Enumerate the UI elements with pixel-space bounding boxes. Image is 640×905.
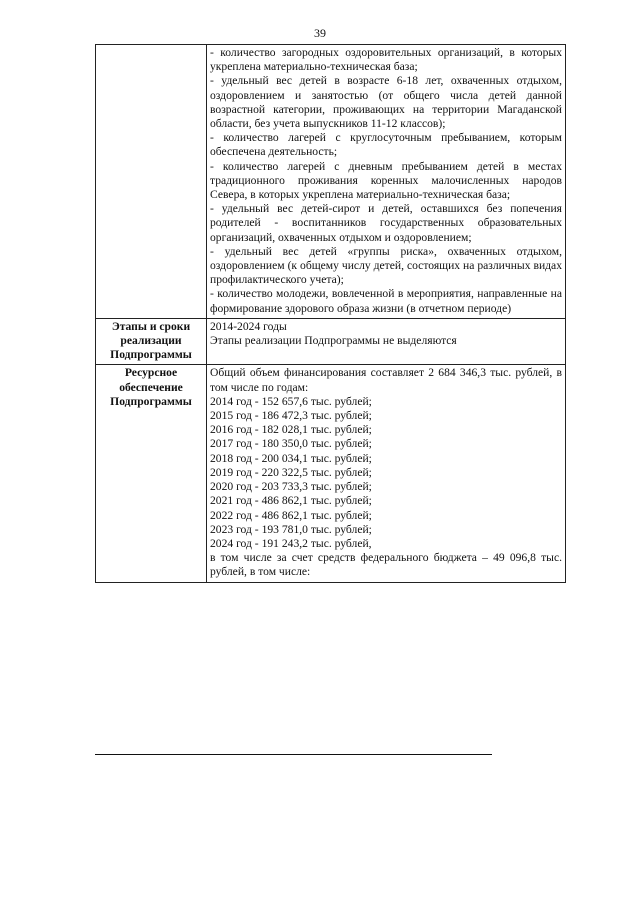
indicators-list [207, 45, 566, 319]
stages-note: Этапы реализации Подпрограммы не выделяются [210, 334, 457, 348]
funding-year: 2015 год - 186 472,3 тыс. рублей; [210, 409, 372, 423]
table-row-indicators [96, 45, 566, 319]
resources-label: Ресурсное обеспечение Подпрограммы [96, 365, 207, 582]
table-row-resources [96, 365, 566, 582]
stages-label: Этапы и сроки реализации Подпрограммы [96, 318, 207, 365]
indicators-label-cell [96, 45, 207, 319]
footnote-separator-line [95, 754, 492, 755]
indicator-item: - количество лагерей с дневным пребыванием детей в местах традиционного проживания коренных малочисленных народов Севера, в которых укреплена материально-техническая база; [210, 159, 562, 202]
page-number: 39 [314, 26, 326, 40]
funding-year: 2014 год - 152 657,6 тыс. рублей; [210, 394, 372, 408]
funding-year: 2016 год - 182 028,1 тыс. рублей; [210, 423, 372, 437]
subprogram-passport-table [95, 44, 566, 583]
funding-year: 2020 год - 203 733,3 тыс. рублей; [210, 480, 372, 494]
indicator-item: - количество молодежи, вовлеченной в мероприятия, направленные на формирование здорового образа жизни (в отчетном периоде) [210, 287, 562, 315]
federal-budget-note: в том числе за счет средств федерального бюджета – 49 096,8 тыс. рублей, в том числе: [210, 551, 562, 579]
funding-year: 2023 год - 193 781,0 тыс. рублей; [210, 522, 372, 536]
funding-year: 2024 год - 191 243,2 тыс. рублей, [210, 536, 372, 550]
resources-intro: Общий объем финансирования составляет 2 684 346,3 тыс. рублей, в том числе по годам: [210, 366, 562, 394]
stages-value [207, 318, 566, 365]
stages-period: 2014-2024 годы [210, 319, 287, 333]
table-row-stages [96, 318, 566, 365]
indicator-item: - количество лагерей с круглосуточным пребыванием, которым обеспечена деятельность; [210, 131, 562, 159]
funding-year: 2018 год - 200 034,1 тыс. рублей; [210, 451, 372, 465]
resources-value [207, 365, 566, 582]
indicator-item: - удельный вес детей-сирот и детей, оставшихся без попечения родителей - воспитанников государственных образовательных организаций, охваченных отдыхом и оздоровлением; [210, 202, 562, 244]
funding-year: 2019 год - 220 322,5 тыс. рублей; [210, 465, 372, 479]
funding-year: 2021 год - 486 862,1 тыс. рублей; [210, 494, 372, 508]
indicator-item: - удельный вес детей в возрасте 6-18 лет, охваченных отдыхом, оздоровлением и занятостью (от общего числа детей данной возрастной категории, проживающих на территории Магаданской области, без учета выпускников 11-12 классов); [210, 74, 562, 131]
indicator-item: - удельный вес детей «группы риска», охваченных отдыхом, оздоровлением (к общему числу детей, состоящих на различных видах профилактического учета); [210, 244, 562, 287]
funding-year: 2017 год - 180 350,0 тыс. рублей; [210, 437, 372, 451]
funding-year: 2022 год - 486 862,1 тыс. рублей; [210, 508, 372, 522]
indicator-item: - количество загородных оздоровительных организаций, в которых укреплена материально-техническая база; [210, 46, 562, 74]
